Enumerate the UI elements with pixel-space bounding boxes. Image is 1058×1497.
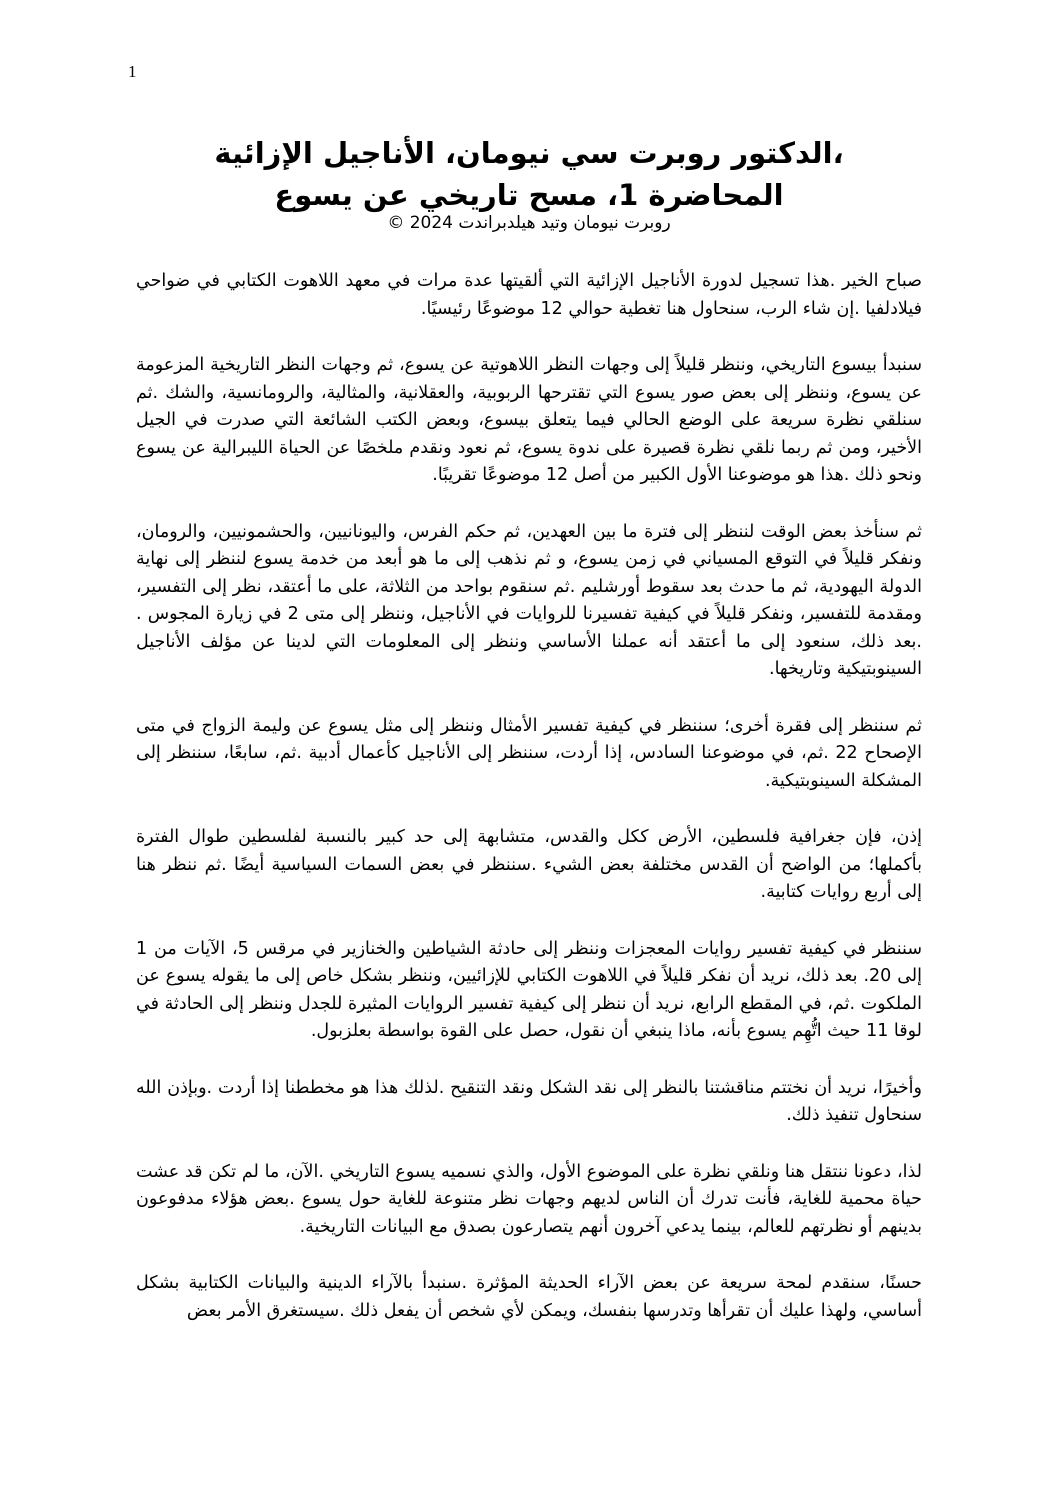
paragraph-4: ثم سننظر إلى فقرة أخرى؛ سننظر في كيفية تفسير الأمثال وننظر إلى مثل يسوع عن وليمة الزواج في متى الإصحاح 22 .ثم، في موضوعنا السادس، إذا أردت، سننظر إلى الأناجيل كأعمال أدبية .ثم، سابعًا، سننظر إلى المشكلة السينوبتيكية. — [136, 715, 922, 791]
paragraph-8: لذا، دعونا ننتقل هنا ونلقي نظرة على الموضوع الأول، والذي نسميه يسوع التاريخي .الآن، ما لم تكن قد عشت حياة محمية للغاية، فأنت تدرك أن الناس لديهم وجهات نظر متنوعة للغاية حول يسوع .بعض هؤلاء مدفوعون بدينهم أو نظرتهم للعالم، بينما يدعي آخرون أنهم يتصارعون بصدق مع البيانات التاريخية. — [136, 1161, 922, 1237]
paragraph-6: سننظر في كيفية تفسير روايات المعجزات وننظر إلى حادثة الشياطين والخنازير في مرقس 5، الآيات من 1 إلى 20. بعد ذلك، نريد أن نفكر قليلاً في اللاهوت الكتابي للإزائيين، وننظر بشكل خاص إلى ما يقوله يسوع عن الملكوت .ثم، في المقطع الرابع، نريد أن ننظر إلى كيفية تفسير الروايات المثيرة للجدل وننظر إلى الحادثة في لوقا 11 حيث اتُّهِم يسوع بأنه، ماذا ينبغي أن نقول، حصل على القوة بواسطة بعلزبول. — [136, 938, 922, 1041]
document-title-line-2: المحاضرة 1، مسح تاريخي عن يسوع — [274, 178, 784, 212]
document-body — [136, 268, 922, 1354]
copyright-notice: روبرت نيومان وتيد هيلدبراندت 2024 © — [387, 213, 671, 233]
page-number: 1 — [128, 62, 137, 81]
paragraph-3: ثم سنأخذ بعض الوقت لننظر إلى فترة ما بين العهدين، ثم حكم الفرس، واليونانيين، والحشمونيين، والرومان، ونفكر قليلاً في التوقع المسياني في زمن يسوع، و ثم نذهب إلى ما هو أبعد من خدمة يسوع لننظر إلى نهاية الدولة اليهودية، ثم ما حدث بعد سقوط أورشليم .ثم سنقوم بواحد من الثلاثة، على ما أعتقد، نظر إلى التفسير، ومقدمة للتفسير، ونفكر قليلاً في كيفية تفسيرنا للروايات في الأناجيل، وننظر إلى متى 2 في زيارة المجوس . .بعد ذلك، سنعود إلى ما أعتقد أنه عملنا الأساسي وننظر إلى المعلومات التي لدينا عن مؤلف الأناجيل السينوبتيكية وتاريخها. — [136, 521, 922, 679]
paragraph-2: سنبدأ بيسوع التاريخي، وننظر قليلاً إلى وجهات النظر اللاهوتية عن يسوع، ثم وجهات النظر التاريخية المزعومة عن يسوع، وننظر إلى بعض صور يسوع التي تقترحها الربوبية، والعقلانية، والمثالية، والرومانسية، والشك .ثم سنلقي نظرة سريعة على الوضع الحالي فيما يتعلق بيسوع، وبعض الكتب الشائعة التي صدرت في الجيل الأخير، ومن ثم ربما نلقي نظرة قصيرة على ندوة يسوع، ثم نعود ونقدم ملخصًا عن الحياة الليبرالية عن يسوع ونحو ذلك .هذا هو موضوعنا الأول الكبير من أصل 12 موضوعًا تقريبًا. — [136, 355, 922, 485]
document-header — [130, 132, 928, 234]
document-title-line-1: ،الدكتور روبرت سي نيومان، الأناجيل الإزائية — [214, 136, 844, 170]
paragraph-9: حسنًا، سنقدم لمحة سريعة عن بعض الآراء الحديثة المؤثرة .سنبدأ بالآراء الدينية والبيانات الكتابية بشكل أساسي، ولهذا عليك أن تقرأها وتدرسها بنفسك، ويمكن لأي شخص أن يفعل ذلك .سيستغرق الأمر بعض — [136, 1273, 922, 1321]
paragraph-1: صباح الخير .هذا تسجيل لدورة الأناجيل الإزائية التي ألقيتها عدة مرات في معهد اللاهوت الكتابي في ضواحي فيلادلفيا .إن شاء الرب، سنحاول هنا تغطية حوالي 12 موضوعًا رئيسيًا. — [136, 271, 922, 319]
paragraph-5: إذن، فإن جغرافية فلسطين، الأرض ككل والقدس، متشابهة إلى حد كبير بالنسبة لفلسطين طوال الفترة بأكملها؛ من الواضح أن القدس مختلفة بعض الشيء .سننظر في بعض السمات السياسية أيضًا .ثم ننظر هنا إلى أربع روايات كتابية. — [136, 827, 922, 902]
paragraph-7: وأخيرًا، نريد أن نختتم مناقشتنا بالنظر إلى نقد الشكل ونقد التنقيح .لذلك هذا هو مخططنا إذا أردت .وبإذن الله سنحاول تنفيذ ذلك. — [136, 1077, 922, 1125]
